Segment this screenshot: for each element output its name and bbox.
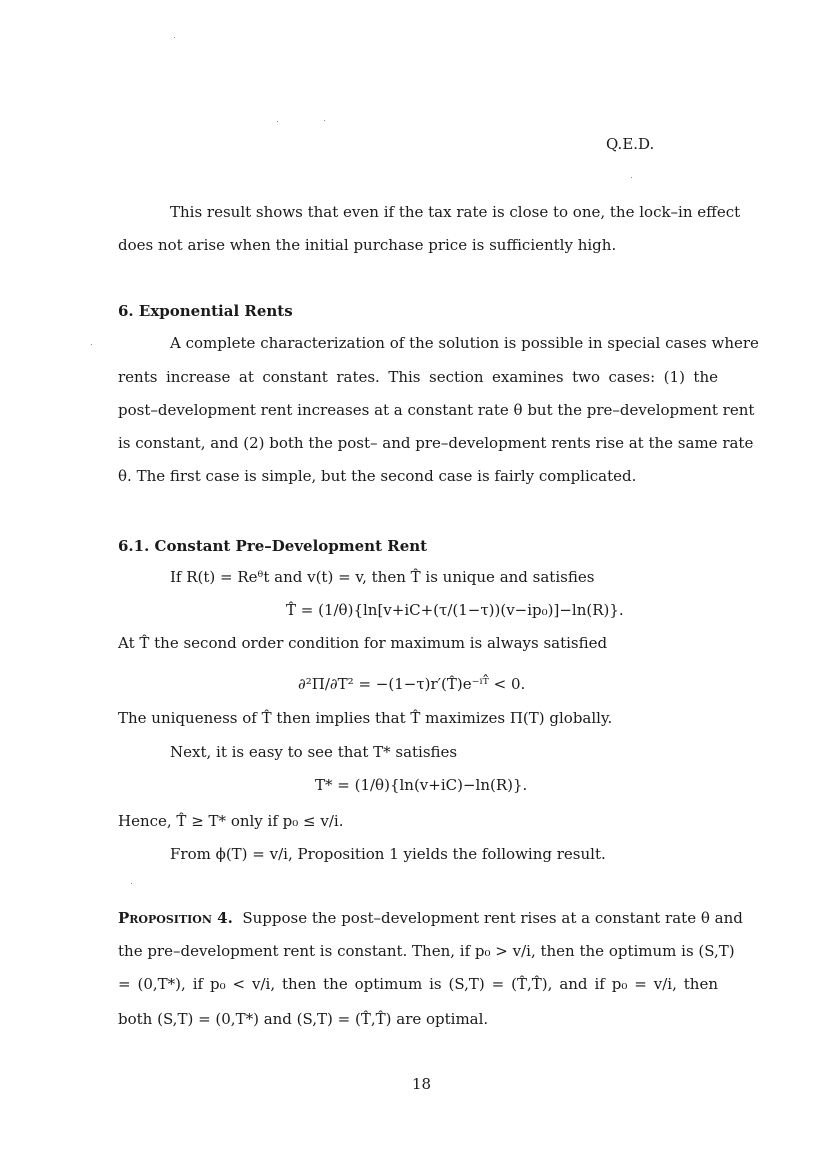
- result-line-1: This result shows that even if the tax rate is close to one, the lock–in effect: [170, 203, 741, 221]
- scan-speck: [91, 344, 92, 345]
- body-line: θ. The first case is simple, but the second case is fairly complicated.: [118, 467, 637, 485]
- subsection-heading: 6.1. Constant Pre–Development Rent: [118, 537, 428, 555]
- page-number: 18: [412, 1075, 432, 1093]
- proposition-text: Suppose the post–development rent rises at a constant rate θ and: [242, 909, 743, 927]
- body-line: post–development rent increases at a constant rate θ but the pre–development rent: [118, 401, 755, 419]
- proposition-line: both (S,T) = (0,T*) and (S,T) = (T̂,T̂) are optimal.: [118, 1010, 489, 1028]
- proposition-line: = (0,T*), if p₀ < v/i, then the optimum is (S,T) = (T̂,T̂), and if p₀ = v/i, then: [118, 975, 718, 993]
- body-line: is constant, and (2) both the post– and pre–development rents rise at the same rate: [118, 434, 754, 452]
- body-line: From ϕ(T) = v/i, Proposition 1 yields the following result.: [170, 845, 606, 863]
- equation-that: T̂ = (1/θ){ln[v+iC+(τ/(1−τ))(v−ip₀)]−ln(R)}.: [286, 601, 624, 619]
- body-line: rents increase at constant rates. This section examines two cases: (1) the: [118, 368, 718, 386]
- scan-speck: [631, 177, 632, 178]
- qed-mark: Q.E.D.: [606, 135, 655, 153]
- body-line: Hence, T̂ ≥ T* only if p₀ ≤ v/i.: [118, 812, 344, 830]
- body-line: A complete characterization of the solution is possible in special cases where: [170, 334, 759, 352]
- proposition-label: Proposition 4.: [118, 909, 233, 927]
- body-line: If R(t) = Reᶿt and v(t) = v, then T̂ is unique and satisfies: [170, 568, 595, 586]
- scan-speck: [324, 120, 325, 121]
- body-line: Next, it is easy to see that T* satisfies: [170, 743, 458, 761]
- proposition-line-1: [118, 909, 743, 927]
- body-line: At T̂ the second order condition for maximum is always satisfied: [118, 634, 608, 652]
- body-line: The uniqueness of T̂ then implies that T̂ maximizes Π(T) globally.: [118, 709, 613, 727]
- equation-tstar: T* = (1/θ){ln(v+iC)−ln(R)}.: [315, 776, 528, 794]
- scan-speck: [131, 883, 132, 884]
- section-heading: 6. Exponential Rents: [118, 302, 293, 320]
- proposition-line: the pre–development rent is constant. Then, if p₀ > v/i, then the optimum is (S,T): [118, 942, 735, 960]
- scan-speck: [277, 121, 278, 122]
- result-line-2: does not arise when the initial purchase price is sufficiently high.: [118, 236, 617, 254]
- scan-speck: [174, 37, 175, 38]
- equation-second-order: ∂²Π/∂T² = −(1−τ)r′(T̂)e⁻ⁱᵀ̂ < 0.: [298, 675, 526, 693]
